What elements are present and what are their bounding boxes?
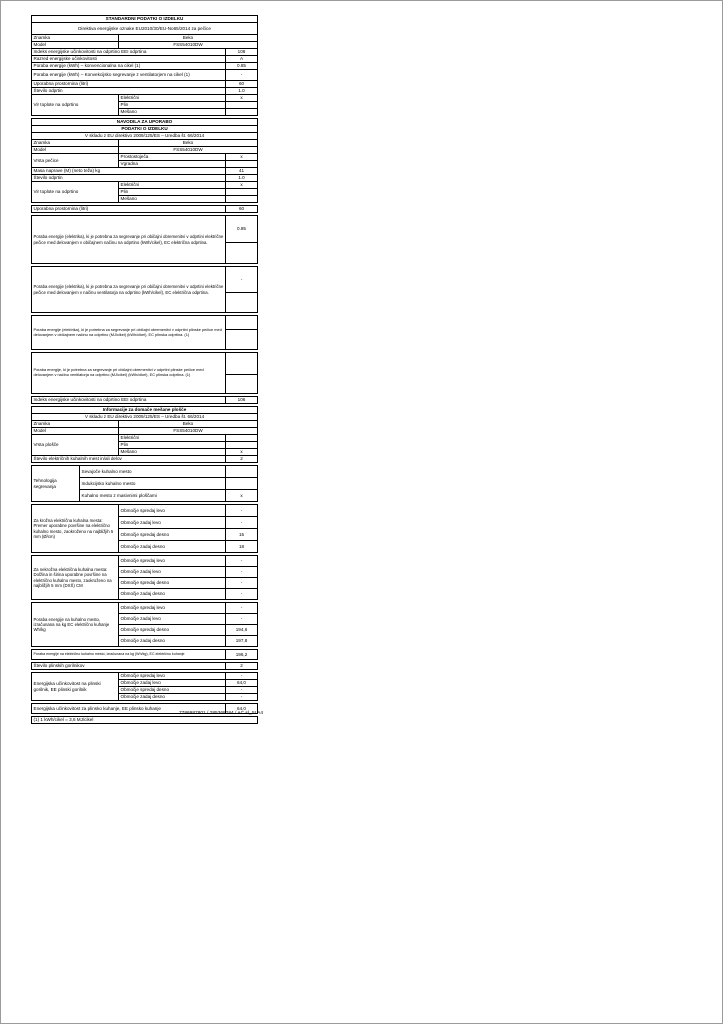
spec-value: 0.85 — [226, 63, 258, 70]
energy-description: Poraba energije (elektrika), ki je potrebna za segrevanje pri običajni obremenitvi v odprtini plinske pečice med delovanjem v običajnem načinu na odprtino (MJ/cikel) (kWh/cikel), EC plinska odprtina. (1) — [32, 316, 226, 350]
hob-consumption-table — [31, 649, 258, 660]
zone-value: - — [226, 567, 258, 578]
energy-value — [226, 316, 258, 330]
section-title: NAVODILA ZA UPORABO — [32, 119, 258, 126]
heat-option-value — [226, 189, 258, 196]
section-directive: V skladu z EU direktivo 2009/125/ES – Uredba št. 66/2014 — [32, 133, 258, 140]
zone-label: Območje spredaj levo — [119, 673, 226, 680]
oven-type-option: Prostostoječa — [119, 154, 226, 161]
zone-value: - — [226, 614, 258, 625]
volume-label: Uporabna prostornina (litri) — [32, 206, 226, 213]
section-subtitle-title: PODATKI O IZDELKU — [32, 126, 258, 133]
model-value: FSS54010DW — [119, 428, 258, 435]
zone-label: Območje spredaj desno — [119, 578, 226, 589]
energy-value-secondary — [226, 243, 258, 264]
energy-gas-conventional-table — [31, 315, 258, 350]
zone-value: - — [226, 673, 258, 680]
energy-value: 0.85 — [226, 216, 258, 243]
document-footer: 7786987801 / 285368284 / AC sl_SI A4 — [178, 711, 263, 716]
technology-label: Tehnologija segrevanja — [32, 466, 80, 502]
spec-value: 106 — [226, 49, 258, 56]
round-zones-label: Za krožna električna kuhalna mesta: Premer uporabne površine na električno kuhalno mesto, zaokroženo na najbližjih 5 mm (Ø/cm) — [32, 505, 119, 553]
zone-label: Območje zadaj levo — [119, 680, 226, 687]
zone-label: Območje zadaj desno — [119, 589, 226, 600]
volume-value: 60 — [226, 206, 258, 213]
section-directive: V skladu z EU direktivo 2009/125/ES – Uredba št. 66/2014 — [32, 414, 258, 421]
energy-description: Poraba energije, ki je potrebna za segrevanje pri običajni obremenitvi v odprtini plinske pečice med delovanjem v načinu ventilatorja na odprtino (MJ/cikel) (kWh/cikel), EC plinska odprtina. (1) — [32, 353, 226, 394]
section-subtitle: Direktiva energijske oznake EU2010/30/EU-No65/2014 za pečice — [32, 23, 258, 35]
zone-label: Območje spredaj levo — [119, 556, 226, 567]
zone-label: Območje spredaj levo — [119, 603, 226, 614]
zone-value: - — [226, 694, 258, 701]
zone-label: Območje spredaj desno — [119, 687, 226, 694]
instructions-table — [31, 118, 258, 203]
eei-row-table — [31, 396, 258, 404]
brand-label: Znamka — [32, 35, 119, 42]
burners-label: Število plinskih gorilnikov — [32, 663, 226, 670]
zone-label: Območje zadaj levo — [119, 614, 226, 625]
heat-option-label: Mešano — [119, 196, 226, 203]
technology-value: x — [226, 490, 258, 502]
zone-label: Območje zadaj levo — [119, 517, 226, 529]
zone-value: - — [226, 517, 258, 529]
oven-type-label: Vrsta pečice — [32, 154, 119, 168]
burners-value: 2 — [226, 663, 258, 670]
zone-value: 64,0 — [226, 680, 258, 687]
heat-option-value — [226, 109, 258, 116]
heat-source-label: Vir toplote na odprtino — [32, 182, 119, 203]
heat-option-label: Mešano — [119, 109, 226, 116]
footnote: (1) 1 kWh/cikel = 3,6 MJ/cikel — [32, 717, 258, 724]
product-fiche — [31, 15, 257, 726]
model-label: Model — [32, 428, 119, 435]
brand-value: Beko — [119, 421, 258, 428]
mass-value: 41 — [226, 168, 258, 175]
heat-option-value: x — [226, 182, 258, 189]
energy-description: Poraba energije (elektrika), ki je potrebna za segrevanje pri običajni obremenitvi v odprtini električne pečice med delovanjem v običajnem načinu na odprtino (kWh/cikel), EC električna odprtina. — [32, 216, 226, 264]
section-title: STANDARDNI PODATKI O IZDELKU — [32, 16, 258, 23]
oven-type-value — [226, 161, 258, 168]
heat-source-label: Vir toplote na odprtino — [32, 95, 119, 116]
energy-value — [226, 353, 258, 375]
zone-label: Območje zadaj desno — [119, 541, 226, 553]
spec-value: A — [226, 56, 258, 63]
heat-option-label: Plin — [119, 102, 226, 109]
hob-type-option: Mešano — [119, 449, 226, 456]
hob-consumption-value: 196,2 — [226, 650, 258, 660]
spec-label: Razred energijske učinkovitosti — [32, 56, 226, 63]
standard-data-table — [31, 15, 258, 116]
heat-option-label: Električni — [119, 182, 226, 189]
hob-consumption-label: Poraba energije na električno kuhalno mesto, izračunana na kg (Wh/kg), EC električno kuhanje — [32, 650, 226, 660]
zone-consumption-label: Poraba energije na kuhalno mesto, izračunana na kg EC električno kuhanje Wh/kg — [32, 603, 119, 647]
hob-type-value: x — [226, 449, 258, 456]
spec-label: Uporabna prostornina (litri) — [32, 81, 226, 88]
burner-efficiency-table — [31, 672, 258, 701]
model-label: Model — [32, 42, 119, 49]
spec-label: Indeks energijske učinkovitosti na odprtino EEI odprtina — [32, 49, 226, 56]
hob-type-label: Vrsta plošče — [32, 435, 119, 456]
zone-value: - — [226, 687, 258, 694]
heat-option-value — [226, 196, 258, 203]
model-label: Model — [32, 147, 119, 154]
mass-label: Masa naprave (M) (neto teža) kg — [32, 168, 226, 175]
zone-value: - — [226, 578, 258, 589]
zone-label: Območje spredaj levo — [119, 505, 226, 517]
hob-type-option: Električni — [119, 435, 226, 442]
spec-value: 1.0 — [226, 88, 258, 95]
hob-info-table — [31, 406, 258, 463]
heat-option-label: Električni — [119, 95, 226, 102]
zone-value: - — [226, 505, 258, 517]
spec-value: - — [226, 70, 258, 81]
zone-value: - — [226, 589, 258, 600]
zone-label: Območje zadaj desno — [119, 694, 226, 701]
zone-label: Območje zadaj levo — [119, 567, 226, 578]
spec-label: Poraba energije (kWh) – Konvekcijsko segrevanje z ventilatorjem na cikel (1) — [32, 70, 226, 81]
technology-value — [226, 478, 258, 490]
zone-value: - — [226, 556, 258, 567]
spec-label: Število odprtin — [32, 88, 226, 95]
model-value: FSS54010DW — [119, 42, 258, 49]
gas-efficiency-value: 64,0 — [226, 704, 258, 714]
energy-value: - — [226, 267, 258, 293]
volume-row-table — [31, 205, 258, 213]
cavities-label: Število odprtin — [32, 175, 226, 182]
oven-type-option: Vgradna — [119, 161, 226, 168]
brand-value: Beko — [119, 140, 258, 147]
zone-value: 194,6 — [226, 625, 258, 636]
heating-technology-table — [31, 465, 258, 502]
zone-value: 18 — [226, 541, 258, 553]
eei-label: Indeks energijske učinkovitosti na odprtino EEI odprtina — [32, 397, 226, 404]
energy-gas-fan-table — [31, 352, 258, 394]
energy-description: Poraba energije (elektrika), ki je potrebna za segrevanje pri običajni obremenitvi v odprtini električne pečice med delovanjem v načinu ventilatorja na odprtino (kWh/cikel), EC električna odprtina. — [32, 267, 226, 313]
brand-value: Beko — [119, 35, 258, 42]
zone-value: 197,8 — [226, 636, 258, 647]
brand-label: Znamka — [32, 421, 119, 428]
zone-value: 15 — [226, 529, 258, 541]
hob-type-value — [226, 435, 258, 442]
cavities-value: 1.0 — [226, 175, 258, 182]
nonround-zones-label: Za nekrožna električna kuhalna mesta: Dolžina in širina uporabne površine na električno kuhalno mesto, zaokroženo na najbližjih 5 mm (DXŠ) CM — [32, 556, 119, 600]
nonround-zones-table — [31, 555, 258, 600]
eei-value: 106 — [226, 397, 258, 404]
burner-efficiency-label: Energijska učinkovitost na plinski gorilnik, EE plinski gorilnik — [32, 673, 119, 701]
spec-label: Poraba energije (kWh) – konvencionalna na cikel (1) — [32, 63, 226, 70]
zone-label: Območje spredaj desno — [119, 625, 226, 636]
zone-label: Območje spredaj desno — [119, 529, 226, 541]
model-value: FSS54010DW — [119, 147, 258, 154]
round-zones-table — [31, 504, 258, 553]
zones-label: Število električnih kuhalnih mest in/ali delov — [32, 456, 226, 463]
heat-option-value: x — [226, 95, 258, 102]
heat-option-value — [226, 102, 258, 109]
technology-option: Kuhalno mesto z masivnimi ploščami — [80, 490, 226, 502]
technology-value — [226, 466, 258, 478]
brand-label: Znamka — [32, 140, 119, 147]
energy-value-secondary — [226, 330, 258, 350]
gas-efficiency-label: Energijska učinkovitost za plinsko kuhanje, EE plinsko kuhanje — [32, 704, 226, 714]
zones-value: 2 — [226, 456, 258, 463]
spec-value: 60 — [226, 81, 258, 88]
zone-value: - — [226, 603, 258, 614]
footnote-table — [31, 716, 258, 724]
zone-consumption-table — [31, 602, 258, 647]
heat-option-label: Plin — [119, 189, 226, 196]
energy-value-secondary — [226, 375, 258, 394]
energy-value-secondary — [226, 293, 258, 313]
zone-label: Območje zadaj desno — [119, 636, 226, 647]
section-title: Informacije za domače mešane plošče — [32, 407, 258, 414]
energy-electric-fan-table — [31, 266, 258, 313]
technology-option: Indukcijsko kuhalno mesto — [80, 478, 226, 490]
oven-type-value: x — [226, 154, 258, 161]
energy-electric-conventional-table — [31, 215, 258, 264]
hob-type-option: Plin — [119, 442, 226, 449]
hob-type-value — [226, 442, 258, 449]
gas-burners-count-table — [31, 662, 258, 670]
technology-option: Sevajoče kuhalno mesto — [80, 466, 226, 478]
